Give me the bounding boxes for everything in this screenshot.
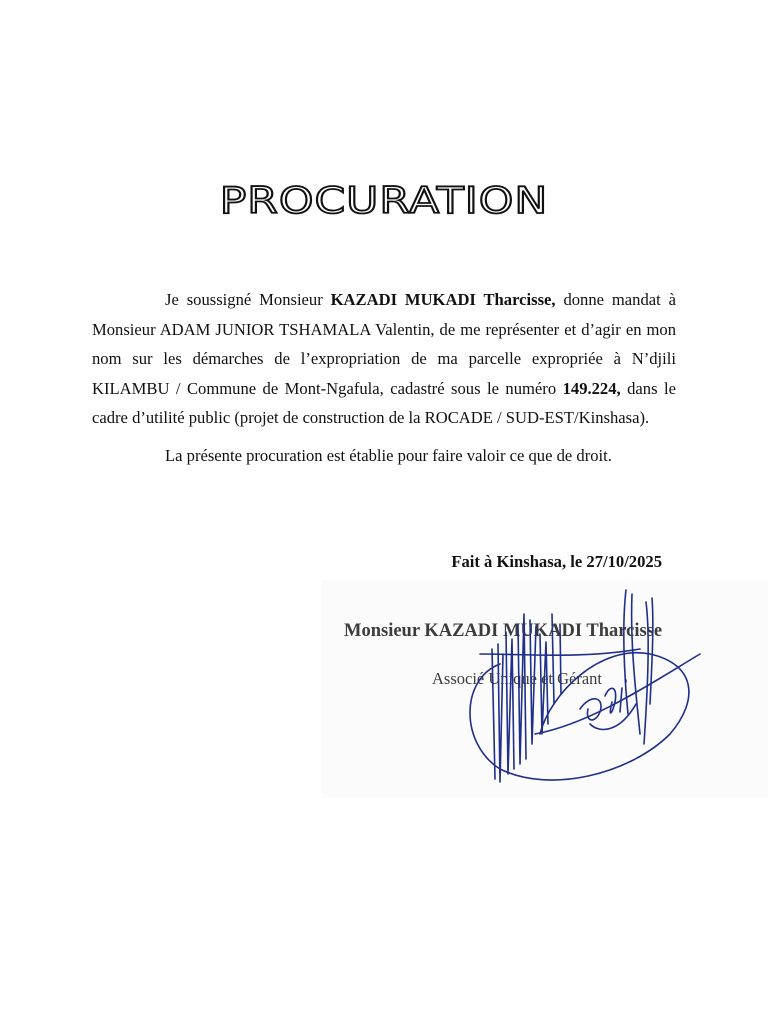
mandate-paragraph: [92, 285, 676, 433]
document-title: PROCURATION: [219, 180, 549, 222]
signatory-name: Monsieur KAZADI MUKADI Tharcisse: [344, 621, 663, 641]
grantor-name: KAZADI MUKADI Tharcisse,: [330, 290, 556, 309]
intro-text: Je soussigné Monsieur: [165, 290, 331, 309]
date-place-line: Fait à Kinshasa, le 27/10/2025: [451, 552, 662, 571]
purpose-text: dans le cadre d’utilité public (projet de construction de la ROCADE / SUD-EST/Kinshasa).: [92, 378, 676, 428]
signatory-role: Associé Unique et Gérant: [432, 669, 602, 688]
document-body: [92, 285, 676, 471]
parcel-number: 149.224,: [562, 378, 621, 398]
mandate-text: donne mandat à Monsieur ADAM JUNIOR TSHAMALA Valentin, de me représenter et d’agir en mon nom sur les démarches de l’expropriation de ma parcelle expropriée à N’djili KILAMBU / Commune de Mont-Ngafula, cadastré sous le numéro: [92, 290, 676, 398]
validity-paragraph: La présente procuration est établie pour faire valoir ce que de droit.: [165, 445, 612, 465]
handwritten-signature: [440, 584, 730, 794]
